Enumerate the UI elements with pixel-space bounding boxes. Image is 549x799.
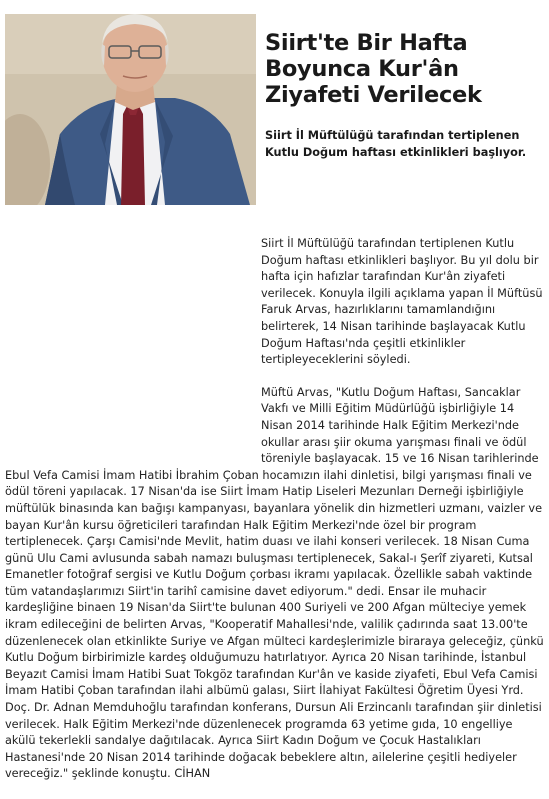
article-lead: Siirt İl Müftülüğü tarafından tertiplenen Kutlu Doğum haftası etkinlikleri başlıyor. (265, 129, 527, 159)
layout-spacer (5, 236, 261, 453)
article-body (5, 236, 545, 799)
man-portrait-image (5, 14, 256, 205)
article-paragraph: Siirt İl Müftülüğü tarafından tertiplenen Kutlu Doğum haftası etkinlikleri başlıyor. Bu yıl dolu bir hafta için hafızlar tarafından Kur'ân ziyafeti verilecek. Konuyla ilgili açıklama yapan İl Müftüsü Faruk Arvas, hazırlıklarını tamamlandığını belirterek, 14 Nisan tarihinde başlayacak Kutlu Doğum Haftası'nda çeşitli etkinlikler tertipleyeceklerini söyledi. (261, 237, 543, 367)
article-paragraph: Müftü Arvas, "Kutlu Doğum Haftası, Sancaklar Vakfı ve Milli Eğitim Müdürlüğü işbirliğiyle 14 Nisan 2014 tarihinde Halk Eğitim Merkezi'nde okullar arası şiir okuma yarışması finali ve ödül töreniyle başlayacak. 15 ve 16 Nisan tarihlerinde Ebul Vefa Camisi İmam Hatibi İbrahim Çoban hocamızın ilahi dinletisi, bilgi yarışması finali ve ödül töreni yapılacak. 17 Nisan'da ise Siirt İmam Hatip Liseleri Mezunları Derneği işbirliğiyle müftülük binasında kan bağışı kampanyası, bayanlara yönelik din hizmetleri uzmanı, vaizler ve bayan Kur'ân kursu öğreticileri tarafından Halk Eğitim Merkezi'nde özel bir program tertiplenecek. Çarşı Camisi'nde Mevlit, hatim duası ve ilahi konseri verilecek. 18 Nisan Cuma günü Ulu Cami avlusunda sabah namazı buluşması tertiplenecek, Sakal-ı Şerîf ziyareti, Kutsal Emanetler fotoğraf sergisi ve Kutlu Doğum çorbası ikramı yapılacak. Özellikle sabah vaktinde tüm vatandaşlarımızı Siirt'in tarihî camisine davet ediyorum." dedi. Ensar ile muhacir kardeşliğine binaen 19 Nisan'da Siirt'te bulunan 400 Suriyeli ve 200 Afgan mülteciye yemek ikram edileceğini de belirten Arvas, "Kooperatif Mahallesi'nde, valilik çadırında saat 13.00'te düzenlenecek olan etkinlikte Suriye ve Afgan mülteci kardeşlerimizle biraraya geleceğiz, çünkü Kutlu Doğum birbirimizle kardeş olduğumuzu hatırlatıyor. Ayrıca 20 Nisan tarihinde, İstanbul Beyazıt Camisi İmam Hatibi Suat Tokgöz tarafından Kur'ân ve kaside ziyafeti, Ebul Vefa Camisi İmam Hatibi Çoban tarafından ilahi albümü galası, Siirt İlahiyat Fakültesi Öğretim Üyesi Yrd. Doç. Dr. Adnan Memduhoğlu tarafından konferans, Dursun Ali Erzincanlı tarafından şiir dinletisi verilecek. Halk Eğitim Merkezi'nde düzenlenecek programda 63 yetime gıda, 10 engelliye akülü tekerlekli sandalye dağıtılacak. Ayrıca Siirt Kadın Doğum ve Çocuk Hastalıkları Hastanesi'nde 20 Nisan 2014 tarihinde doğacak bebeklere altın, ailelerine çeşitli hediyeler vereceğiz." şeklinde konuştu. CİHAN (5, 385, 544, 781)
article-headline: Siirt'te Bir Hafta Boyunca Kur'ân Ziyafeti Verilecek (265, 30, 482, 108)
article-photo (5, 14, 256, 205)
